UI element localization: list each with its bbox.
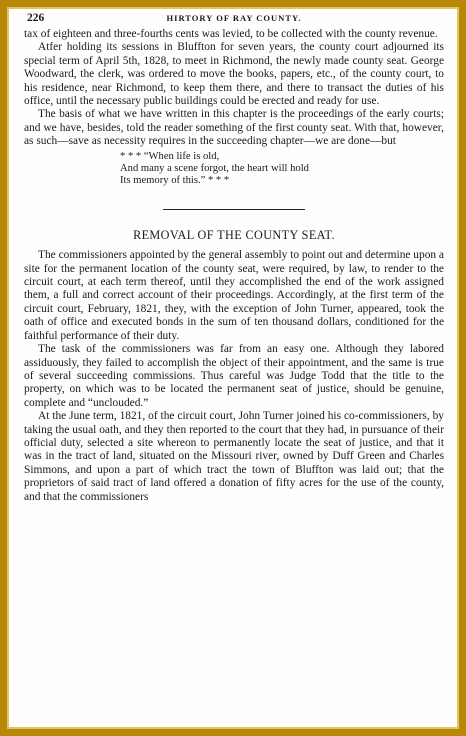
poem-line: And many a scene forgot, the heart will hold: [120, 162, 309, 174]
paragraph: tax of eighteen and three-fourths cents was levied, to be collected with the county revenue.: [24, 28, 438, 40]
book-page: [24, 12, 444, 504]
section-text: [24, 249, 444, 504]
paragraph: At the June term, 1821, of the circuit court, John Turner joined his co-commissioners, by taking the usual oath, and they then reported to the court that they had, in pursuance of their official duty, selected a site whereon to permanently locate the seat of justice, and that it was in the tract of land, situated on the Missouri river, owned by Duff Green and Charles Simmons, and upon a part of which tract the town of Bluffton was laid out; that the proprietors of said tract of land offered a donation of fifty acres for the use of the county, and that the commissioners: [24, 410, 444, 503]
paragraph: The task of the commissioners was far from an easy one. Although they labored assiduously, they failed to accomplish the object of their appointment, and the same is true of several succeeding commissions. Thus careful was Judge Todd that the title to the property, on which was to be located the permanent seat of justice, should be genuine, complete and “unclouded.”: [24, 343, 444, 409]
paragraph: Atfer holding its sessions in Bluffton for seven years, the county court adjourned its special term of April 5th, 1828, to meet in Richmond, the newly made county seat. George Woodward, the clerk, was ordered to move the books, papers, etc., of the county court, to his residence, near Richmond, to keep them there, and there to transact the duties of his office, until the necessary public buildings could be erected and ready for use.: [24, 41, 444, 108]
section-heading: REMOVAL OF THE COUNTY SEAT.: [133, 228, 335, 243]
page-number: 226: [27, 12, 45, 24]
intro-text: [24, 28, 444, 149]
section-divider: [163, 209, 305, 210]
paragraph: The basis of what we have written in this chapter is the proceedings of the early courts; and we have, besides, told the reader something of the first county seat. With that, however, as such—save as necessity requires in the succeeding chapter—we are done—but: [24, 108, 444, 148]
paragraph: The commissioners appointed by the general assembly to point out and determine upon a site for the permanent location of the county seat, were required, by law, to render to the circuit court, at each term thereof, until they accomplished the end of the work assigned them, a full and correct account of their proceedings. Accordingly, at the first term of the circuit court, February, 1821, they, with the exception of John Turner, appeared, took the oath of office and executed bonds in the sum of ten thousand dollars, conditioned for the faithful performance of their duty.: [24, 249, 444, 342]
running-title: HIRTORY OF RAY COUNTY.: [166, 13, 302, 23]
poem-line: * * * “When life is old,: [120, 150, 220, 162]
poem-line: Its memory of this.” * * *: [120, 175, 230, 187]
running-head: [24, 12, 444, 28]
poem-quote: [120, 151, 444, 188]
